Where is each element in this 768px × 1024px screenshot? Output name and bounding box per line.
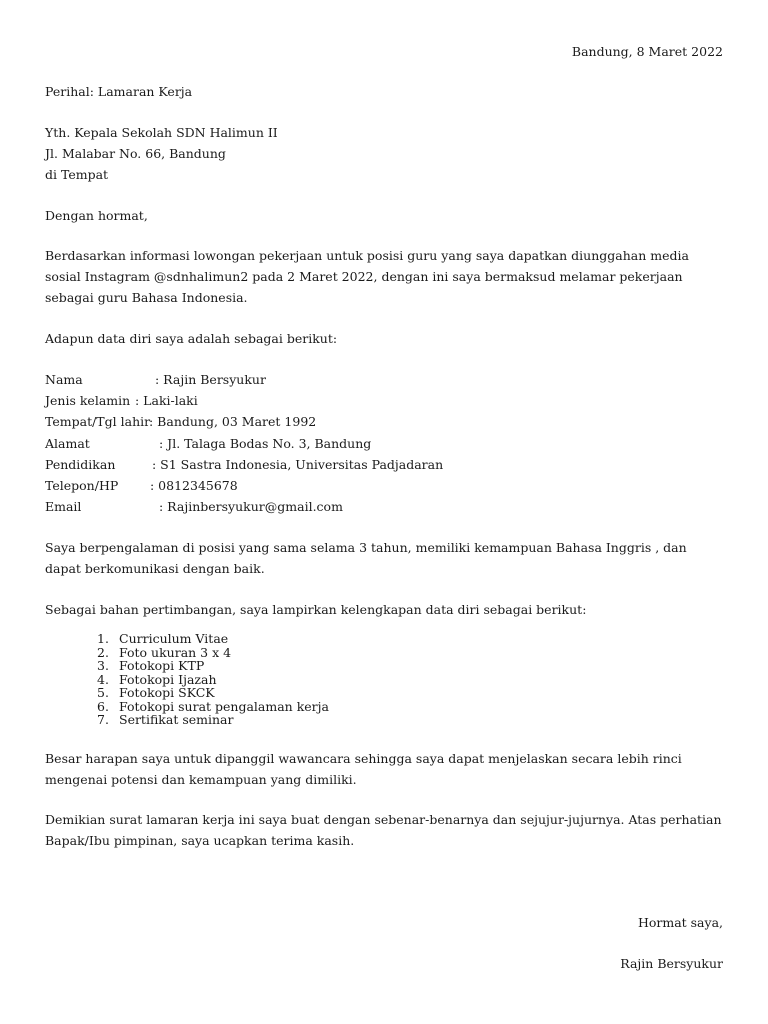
list-text: Fotokopi Ijazah	[119, 671, 217, 687]
list-number: 4.	[97, 671, 109, 687]
list-number: 2.	[97, 644, 109, 660]
data-value: : Rajinbersyukur@gmail.com	[159, 499, 343, 514]
place-date: Bandung, 8 Maret 2022	[571, 44, 723, 59]
data-row-address	[45, 433, 372, 454]
list-item	[97, 700, 329, 714]
list-item	[97, 686, 329, 700]
data-row-name	[45, 369, 266, 390]
data-row-phone	[45, 475, 238, 496]
attachments-list	[97, 632, 329, 727]
data-label: Tempat/Tgl lahir	[45, 414, 151, 429]
data-value: : Laki-laki	[135, 393, 198, 408]
data-label: Email	[45, 499, 82, 514]
list-item	[97, 713, 329, 727]
list-text: Foto ukuran 3 x 4	[119, 644, 232, 660]
list-text: Sertifikat seminar	[119, 712, 234, 727]
data-value: : Rajin Bersyukur	[155, 372, 266, 387]
data-row-email	[45, 496, 343, 517]
data-value: : 0812345678	[150, 478, 238, 493]
recipient-line-2: Jl. Malabar No. 66, Bandung	[45, 146, 226, 161]
recipient-line-3: di Tempat	[45, 167, 109, 182]
list-item	[97, 632, 329, 646]
hope-paragraph: Besar harapan saya untuk dipanggil wawancara sehingga saya dapat menjelaskan secara lebih rinci mengenai potensi dan kemampuan yang dimiliki.	[45, 751, 682, 787]
attachments-intro: Sebagai bahan pertimbangan, saya lampirkan kelengkapan data diri sebagai berikut:	[45, 602, 587, 617]
list-number: 1.	[97, 631, 109, 646]
list-number: 7.	[97, 712, 109, 727]
letter-page	[45, 0, 723, 1024]
data-row-gender	[45, 390, 198, 411]
list-item	[97, 673, 329, 687]
list-number: 3.	[97, 658, 109, 673]
list-item	[97, 646, 329, 660]
data-label: Pendidikan	[45, 457, 116, 472]
data-value: : S1 Sastra Indonesia, Universitas Padjadaran	[152, 457, 444, 472]
closing-paragraph: Demikian surat lamaran kerja ini saya buat dengan sebenar-benarnya dan sejujur-jujurnya. Atas perhatian Bapak/Ibu pimpinan, saya ucapkan terima kasih.	[45, 812, 722, 848]
data-label: Alamat	[45, 436, 90, 451]
list-item	[97, 659, 329, 673]
list-text: Fotokopi SKCK	[119, 685, 215, 700]
data-label: Jenis kelamin	[45, 393, 131, 408]
data-label: Nama	[45, 372, 83, 387]
greeting: Dengan hormat,	[45, 208, 148, 223]
data-value: : Bandung, 03 Maret 1992	[149, 414, 317, 429]
list-text: Curriculum Vitae	[119, 631, 229, 646]
opening-paragraph: Berdasarkan informasi lowongan pekerjaan untuk posisi guru yang saya dapatkan diunggahan media sosial Instagram @sdnhalimun2 pada 2 Maret 2022, dengan ini saya bermaksud melamar pekerjaan sebagai guru Bahasa Indonesia.	[45, 248, 689, 305]
list-number: 6.	[97, 698, 109, 714]
data-row-birth	[45, 411, 317, 432]
subject-line: Perihal: Lamaran Kerja	[45, 84, 193, 99]
signer-name: Rajin Bersyukur	[620, 956, 723, 971]
list-text: Fotokopi surat pengalaman kerja	[119, 698, 329, 714]
data-value: : Jl. Talaga Bodas No. 3, Bandung	[159, 436, 372, 451]
data-label: Telepon/HP	[45, 478, 119, 493]
sign-off: Hormat saya,	[637, 915, 723, 930]
data-intro: Adapun data diri saya adalah sebagai berikut:	[45, 331, 338, 346]
list-number: 5.	[97, 685, 109, 700]
experience-paragraph: Saya berpengalaman di posisi yang sama selama 3 tahun, memiliki kemampuan Bahasa Inggris , dan dapat berkomunikasi dengan baik.	[45, 540, 687, 576]
list-text: Fotokopi KTP	[119, 658, 205, 673]
recipient-line-1: Yth. Kepala Sekolah SDN Halimun II	[45, 125, 278, 140]
data-row-education	[45, 454, 444, 475]
